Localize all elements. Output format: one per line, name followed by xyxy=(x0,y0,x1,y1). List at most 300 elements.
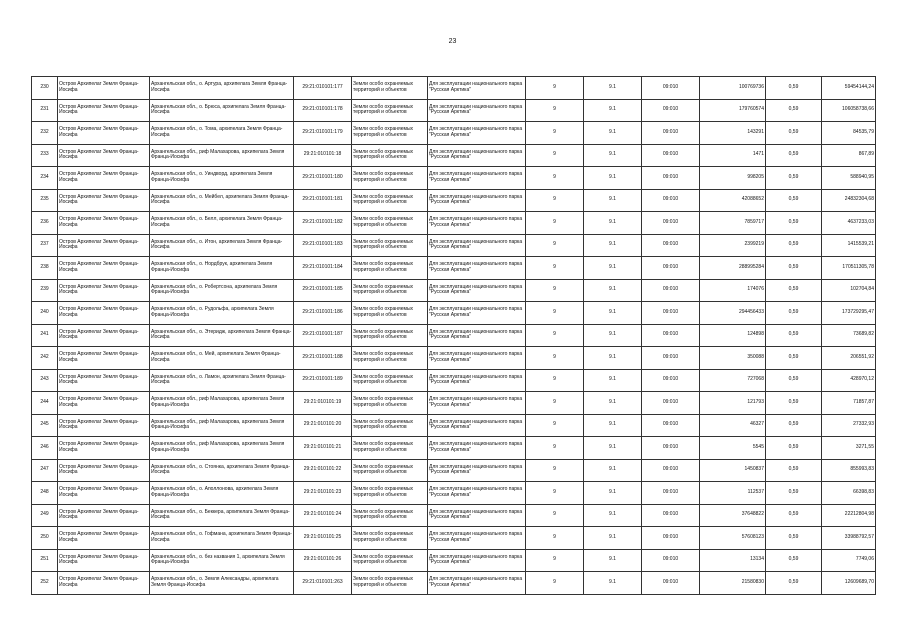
cell-c7: 9.1 xyxy=(584,77,642,100)
cell-c7: 9.1 xyxy=(584,144,642,167)
cell-category: Земли особо охраняемых территорий и объектов xyxy=(352,414,428,437)
cell-purpose: Для эксплуатации национального парка "Русская Арктика" xyxy=(428,257,526,280)
cell-c6: 9 xyxy=(526,504,584,527)
cell-c6: 9 xyxy=(526,392,584,415)
cell-address: Архангельская обл., о. Мей, архипелага Земля Франца-Иосифа xyxy=(150,347,294,370)
cell-value: 84535,79 xyxy=(822,122,876,145)
cell-c7: 9.1 xyxy=(584,212,642,235)
cell-c8: 09:010 xyxy=(642,122,700,145)
cell-num: 237 xyxy=(32,234,58,257)
cell-cadastral: 29:21:010101:182 xyxy=(294,212,352,235)
cell-region: Остров Архипелаг Земля Франца-Иосифа xyxy=(58,257,150,280)
cell-num: 240 xyxy=(32,302,58,325)
cell-num: 248 xyxy=(32,482,58,505)
cell-num: 235 xyxy=(32,189,58,212)
cell-address: Архангельская обл., о. Ламон, архипелага Земля Франца-Иосифа xyxy=(150,369,294,392)
cell-category: Земли особо охраняемых территорий и объектов xyxy=(352,257,428,280)
cell-purpose: Для эксплуатации национального парка "Русская Арктика" xyxy=(428,144,526,167)
cell-area: 121793 xyxy=(700,392,766,415)
cell-num: 250 xyxy=(32,527,58,550)
cell-purpose: Для эксплуатации национального парка "Русская Арктика" xyxy=(428,527,526,550)
cell-value: 173729295,47 xyxy=(822,302,876,325)
cell-region: Остров Архипелаг Земля Франца-Иосифа xyxy=(58,437,150,460)
cell-region: Остров Архипелаг Земля Франца-Иосифа xyxy=(58,279,150,302)
cell-address: Архангельская обл., о. Этеридж, архипелага Земля Франца-Иосифа xyxy=(150,324,294,347)
cell-c7: 9.1 xyxy=(584,392,642,415)
cell-purpose: Для эксплуатации национального парка "Русская Арктика" xyxy=(428,414,526,437)
cell-address: Архангельская обл., риф Малахарова, архипелага Земля Франца-Иосифа xyxy=(150,392,294,415)
table-row xyxy=(32,99,876,122)
cell-purpose: Для эксплуатации национального парка "Русская Арктика" xyxy=(428,369,526,392)
cell-region: Остров Архипелаг Земля Франца-Иосифа xyxy=(58,482,150,505)
cell-area: 1471 xyxy=(700,144,766,167)
cell-region: Остров Архипелаг Земля Франца-Иосифа xyxy=(58,77,150,100)
cell-value: 867,89 xyxy=(822,144,876,167)
cell-c7: 9.1 xyxy=(584,324,642,347)
cell-purpose: Для эксплуатации национального парка "Русская Арктика" xyxy=(428,302,526,325)
cell-address: Архангельская обл., риф Малахарова, архипелага Земля Франца-Иосифа xyxy=(150,437,294,460)
cell-rate: 0,59 xyxy=(766,167,822,190)
cell-purpose: Для эксплуатации национального парка "Русская Арктика" xyxy=(428,234,526,257)
cell-cadastral: 29:21:010101:22 xyxy=(294,459,352,482)
table-row xyxy=(32,234,876,257)
cell-area: 13134 xyxy=(700,549,766,572)
cell-c7: 9.1 xyxy=(584,234,642,257)
cell-area: 46327 xyxy=(700,414,766,437)
cell-address: Архангельская обл., риф Малахарова, архипелага Земля Франца-Иосифа xyxy=(150,144,294,167)
cell-c6: 9 xyxy=(526,302,584,325)
cell-region: Остров Архипелаг Земля Франца-Иосифа xyxy=(58,504,150,527)
cell-area: 37648822 xyxy=(700,504,766,527)
cell-area: 57608123 xyxy=(700,527,766,550)
cell-c6: 9 xyxy=(526,99,584,122)
cell-area: 2399219 xyxy=(700,234,766,257)
cell-value: 855993,83 xyxy=(822,459,876,482)
cell-cadastral: 29:21:010101:181 xyxy=(294,189,352,212)
cell-value: 4637233,03 xyxy=(822,212,876,235)
cell-area: 727068 xyxy=(700,369,766,392)
cell-value: 66398,83 xyxy=(822,482,876,505)
cell-c7: 9.1 xyxy=(584,279,642,302)
cell-num: 245 xyxy=(32,414,58,437)
cell-category: Земли особо охраняемых территорий и объектов xyxy=(352,234,428,257)
cell-category: Земли особо охраняемых территорий и объектов xyxy=(352,549,428,572)
cell-value: 3271,55 xyxy=(822,437,876,460)
cell-c8: 09:010 xyxy=(642,212,700,235)
cell-area: 174076 xyxy=(700,279,766,302)
cell-num: 230 xyxy=(32,77,58,100)
cell-area: 7859717 xyxy=(700,212,766,235)
cell-c6: 9 xyxy=(526,189,584,212)
cell-region: Остров Архипелаг Земля Франца-Иосифа xyxy=(58,302,150,325)
cell-c7: 9.1 xyxy=(584,549,642,572)
cell-purpose: Для эксплуатации национального парка "Русская Арктика" xyxy=(428,459,526,482)
cell-value: 27332,93 xyxy=(822,414,876,437)
cell-c6: 9 xyxy=(526,347,584,370)
cell-cadastral: 29:21:010101:184 xyxy=(294,257,352,280)
cell-c6: 9 xyxy=(526,122,584,145)
cell-c8: 09:010 xyxy=(642,414,700,437)
cell-value: 106058738,66 xyxy=(822,99,876,122)
cell-num: 249 xyxy=(32,504,58,527)
cell-region: Остров Архипелаг Земля Франца-Иосифа xyxy=(58,122,150,145)
cell-region: Остров Архипелаг Земля Франца-Иосифа xyxy=(58,189,150,212)
cell-c8: 09:010 xyxy=(642,189,700,212)
cell-address: Архангельская обл., о. Гофмана, архипелага Земля Франца-Иосифа xyxy=(150,527,294,550)
cell-area: 112537 xyxy=(700,482,766,505)
cell-num: 239 xyxy=(32,279,58,302)
cell-c8: 09:010 xyxy=(642,572,700,595)
cell-category: Земли особо охраняемых территорий и объектов xyxy=(352,189,428,212)
table-row xyxy=(32,437,876,460)
table-row xyxy=(32,347,876,370)
cell-address: Архангельская обл., о. Уиндворд, архипелага Земля Франца-Иосифа xyxy=(150,167,294,190)
table-row xyxy=(32,167,876,190)
cell-purpose: Для эксплуатации национального парка "Русская Арктика" xyxy=(428,279,526,302)
cell-cadastral: 29:21:010101:189 xyxy=(294,369,352,392)
cell-c8: 09:010 xyxy=(642,549,700,572)
cell-address: Архангельская обл., о. Аполлонова, архипелага Земля Франца-Иосифа xyxy=(150,482,294,505)
cell-num: 243 xyxy=(32,369,58,392)
cell-region: Остров Архипелаг Земля Франца-Иосифа xyxy=(58,459,150,482)
cell-num: 251 xyxy=(32,549,58,572)
cell-cadastral: 29:21:010101:25 xyxy=(294,527,352,550)
cell-c8: 09:010 xyxy=(642,257,700,280)
cell-area: 998205 xyxy=(700,167,766,190)
cell-region: Остров Архипелаг Земля Франца-Иосифа xyxy=(58,347,150,370)
cell-address: Архангельская обл., о. Стоянка, архипелага Земля Франца-Иосифа xyxy=(150,459,294,482)
cell-c6: 9 xyxy=(526,414,584,437)
cell-area: 100769736 xyxy=(700,77,766,100)
cell-region: Остров Архипелаг Земля Франца-Иосифа xyxy=(58,527,150,550)
cell-rate: 0,59 xyxy=(766,437,822,460)
cell-rate: 0,59 xyxy=(766,144,822,167)
cell-purpose: Для эксплуатации национального парка "Русская Арктика" xyxy=(428,572,526,595)
cell-region: Остров Архипелаг Земля Франца-Иосифа xyxy=(58,392,150,415)
cell-rate: 0,59 xyxy=(766,369,822,392)
cell-c7: 9.1 xyxy=(584,347,642,370)
table-row xyxy=(32,144,876,167)
cell-c8: 09:010 xyxy=(642,302,700,325)
cell-area: 5545 xyxy=(700,437,766,460)
cell-c6: 9 xyxy=(526,212,584,235)
cell-rate: 0,59 xyxy=(766,302,822,325)
cell-c8: 09:010 xyxy=(642,459,700,482)
cell-address: Архангельская обл., о. Робертсона, архипелага Земля Франца-Иосифа xyxy=(150,279,294,302)
cell-region: Остров Архипелаг Земля Франца-Иосифа xyxy=(58,99,150,122)
cell-c6: 9 xyxy=(526,77,584,100)
cell-address: Архангельская обл., риф Малахарова, архипелага Земля Франца-Иосифа xyxy=(150,414,294,437)
cell-purpose: Для эксплуатации национального парка "Русская Арктика" xyxy=(428,549,526,572)
cell-num: 241 xyxy=(32,324,58,347)
cell-address: Архангельская обл., о. Артура, архипелага Земля Франца-Иосифа xyxy=(150,77,294,100)
cell-num: 244 xyxy=(32,392,58,415)
table-row xyxy=(32,77,876,100)
cell-value: 588940,95 xyxy=(822,167,876,190)
table-row xyxy=(32,549,876,572)
cell-value: 102704,84 xyxy=(822,279,876,302)
cell-value: 206551,92 xyxy=(822,347,876,370)
cell-value: 170511305,78 xyxy=(822,257,876,280)
cell-c7: 9.1 xyxy=(584,189,642,212)
page-number: 23 xyxy=(448,38,457,45)
cell-category: Земли особо охраняемых территорий и объектов xyxy=(352,99,428,122)
cell-purpose: Для эксплуатации национального парка "Русская Арктика" xyxy=(428,167,526,190)
table-row xyxy=(32,257,876,280)
cell-area: 124898 xyxy=(700,324,766,347)
cell-cadastral: 29:21:010101:180 xyxy=(294,167,352,190)
table-row xyxy=(32,527,876,550)
cell-c8: 09:010 xyxy=(642,482,700,505)
cell-c7: 9.1 xyxy=(584,369,642,392)
cell-value: 22212804,98 xyxy=(822,504,876,527)
cell-c6: 9 xyxy=(526,144,584,167)
cell-region: Остров Архипелаг Земля Франца-Иосифа xyxy=(58,572,150,595)
cell-num: 232 xyxy=(32,122,58,145)
cell-cadastral: 29:21:010101:186 xyxy=(294,302,352,325)
cell-rate: 0,59 xyxy=(766,324,822,347)
cell-category: Земли особо охраняемых территорий и объектов xyxy=(352,122,428,145)
cell-rate: 0,59 xyxy=(766,527,822,550)
cell-category: Земли особо охраняемых территорий и объектов xyxy=(352,572,428,595)
cell-address: Архангельская обл., о. Брюса, архипелага Земля Франца-Иосифа xyxy=(150,99,294,122)
cell-c6: 9 xyxy=(526,324,584,347)
cell-region: Остров Архипелаг Земля Франца-Иосифа xyxy=(58,167,150,190)
cell-c7: 9.1 xyxy=(584,122,642,145)
cell-category: Земли особо охраняемых территорий и объектов xyxy=(352,212,428,235)
cell-rate: 0,59 xyxy=(766,257,822,280)
cell-num: 231 xyxy=(32,99,58,122)
cell-category: Земли особо охраняемых территорий и объектов xyxy=(352,527,428,550)
cell-region: Остров Архипелаг Земля Франца-Иосифа xyxy=(58,212,150,235)
cell-rate: 0,59 xyxy=(766,572,822,595)
cell-value: 33988792,57 xyxy=(822,527,876,550)
table-row xyxy=(32,279,876,302)
cell-rate: 0,59 xyxy=(766,212,822,235)
cell-cadastral: 29:21:010101:19 xyxy=(294,392,352,415)
cell-c8: 09:010 xyxy=(642,144,700,167)
cell-purpose: Для эксплуатации национального парка "Русская Арктика" xyxy=(428,324,526,347)
cell-purpose: Для эксплуатации национального парка "Русская Арктика" xyxy=(428,122,526,145)
cell-address: Архангельская обл., о. Нордбрук, архипелага Земля Франца-Иосифа xyxy=(150,257,294,280)
cell-region: Остров Архипелаг Земля Франца-Иосифа xyxy=(58,549,150,572)
cell-region: Остров Архипелаг Земля Франца-Иосифа xyxy=(58,414,150,437)
cell-cadastral: 29:21:010101:187 xyxy=(294,324,352,347)
cell-purpose: Для эксплуатации национального парка "Русская Арктика" xyxy=(428,212,526,235)
cell-num: 247 xyxy=(32,459,58,482)
cell-c7: 9.1 xyxy=(584,504,642,527)
cell-category: Земли особо охраняемых территорий и объектов xyxy=(352,167,428,190)
cell-c8: 09:010 xyxy=(642,234,700,257)
cell-rate: 0,59 xyxy=(766,414,822,437)
cell-c8: 09:010 xyxy=(642,279,700,302)
cell-purpose: Для эксплуатации национального парка "Русская Арктика" xyxy=(428,347,526,370)
cell-address: Архангельская обл., о. Тома, архипелага Земля Франца-Иосифа xyxy=(150,122,294,145)
cell-value: 1415539,21 xyxy=(822,234,876,257)
cell-category: Земли особо охраняемых территорий и объектов xyxy=(352,347,428,370)
cell-c6: 9 xyxy=(526,167,584,190)
cell-rate: 0,59 xyxy=(766,189,822,212)
cell-c6: 9 xyxy=(526,257,584,280)
cell-cadastral: 29:21:010101:183 xyxy=(294,234,352,257)
cell-c8: 09:010 xyxy=(642,167,700,190)
cell-cadastral: 29:21:010101:263 xyxy=(294,572,352,595)
cell-c7: 9.1 xyxy=(584,99,642,122)
table-row xyxy=(32,122,876,145)
cell-purpose: Для эксплуатации национального парка "Русская Арктика" xyxy=(428,482,526,505)
table-row xyxy=(32,324,876,347)
cell-cadastral: 29:21:010101:185 xyxy=(294,279,352,302)
cell-rate: 0,59 xyxy=(766,392,822,415)
cell-region: Остров Архипелаг Земля Франца-Иосифа xyxy=(58,144,150,167)
cell-c6: 9 xyxy=(526,437,584,460)
cell-area: 288995284 xyxy=(700,257,766,280)
cell-category: Земли особо охраняемых территорий и объектов xyxy=(352,504,428,527)
cell-cadastral: 29:21:010101:18 xyxy=(294,144,352,167)
table-row xyxy=(32,482,876,505)
table-row xyxy=(32,189,876,212)
cell-rate: 0,59 xyxy=(766,99,822,122)
cell-region: Остров Архипелаг Земля Франца-Иосифа xyxy=(58,369,150,392)
cell-region: Остров Архипелаг Земля Франца-Иосифа xyxy=(58,324,150,347)
cell-cadastral: 29:21:010101:188 xyxy=(294,347,352,370)
cell-category: Земли особо охраняемых территорий и объектов xyxy=(352,437,428,460)
cell-c8: 09:010 xyxy=(642,504,700,527)
cell-purpose: Для эксплуатации национального парка "Русская Арктика" xyxy=(428,189,526,212)
cell-rate: 0,59 xyxy=(766,77,822,100)
cell-value: 428970,12 xyxy=(822,369,876,392)
cell-address: Архангельская обл., о. Беккера, архипелага Земля Франца-Иосифа xyxy=(150,504,294,527)
cell-num: 233 xyxy=(32,144,58,167)
cell-num: 236 xyxy=(32,212,58,235)
cell-value: 73689,82 xyxy=(822,324,876,347)
cell-category: Земли особо охраняемых территорий и объектов xyxy=(352,459,428,482)
cell-address: Архангельская обл., о. Белл, архипелага Земля Франца-Иосифа xyxy=(150,212,294,235)
cell-c6: 9 xyxy=(526,482,584,505)
cell-c8: 09:010 xyxy=(642,77,700,100)
cell-num: 242 xyxy=(32,347,58,370)
cell-address: Архангельская обл., о. без названия 1, архипелага Земля Франца-Иосифа xyxy=(150,549,294,572)
cell-c6: 9 xyxy=(526,572,584,595)
cell-c8: 09:010 xyxy=(642,369,700,392)
cell-area: 179760574 xyxy=(700,99,766,122)
land-register-table xyxy=(31,76,876,595)
cell-area: 1450837 xyxy=(700,459,766,482)
cell-cadastral: 29:21:010101:179 xyxy=(294,122,352,145)
cell-region: Остров Архипелаг Земля Франца-Иосифа xyxy=(58,234,150,257)
cell-value: 12609689,70 xyxy=(822,572,876,595)
cell-num: 246 xyxy=(32,437,58,460)
cell-c7: 9.1 xyxy=(584,459,642,482)
table-row xyxy=(32,504,876,527)
cell-value: 71857,87 xyxy=(822,392,876,415)
cell-area: 21580830 xyxy=(700,572,766,595)
cell-rate: 0,59 xyxy=(766,279,822,302)
cell-c8: 09:010 xyxy=(642,437,700,460)
cell-rate: 0,59 xyxy=(766,459,822,482)
cell-cadastral: 29:21:010101:21 xyxy=(294,437,352,460)
cell-area: 42088652 xyxy=(700,189,766,212)
cell-address: Архангельская обл., о. Итон, архипелага Земля Франца-Иосифа xyxy=(150,234,294,257)
cell-value: 7749,06 xyxy=(822,549,876,572)
cell-cadastral: 29:21:010101:177 xyxy=(294,77,352,100)
cell-category: Земли особо охраняемых территорий и объектов xyxy=(352,77,428,100)
cell-num: 238 xyxy=(32,257,58,280)
cell-area: 143291 xyxy=(700,122,766,145)
table-row xyxy=(32,459,876,482)
cell-c6: 9 xyxy=(526,459,584,482)
cell-purpose: Для эксплуатации национального парка "Русская Арктика" xyxy=(428,392,526,415)
cell-c7: 9.1 xyxy=(584,167,642,190)
cell-cadastral: 29:21:010101:20 xyxy=(294,414,352,437)
cell-c8: 09:010 xyxy=(642,392,700,415)
cell-address: Архангельская обл., о. Мейбел, архипелага Земля Франца-Иосифа xyxy=(150,189,294,212)
cell-c6: 9 xyxy=(526,549,584,572)
table-row xyxy=(32,414,876,437)
cell-purpose: Для эксплуатации национального парка "Русская Арктика" xyxy=(428,99,526,122)
cell-c8: 09:010 xyxy=(642,527,700,550)
cell-area: 350088 xyxy=(700,347,766,370)
cell-rate: 0,59 xyxy=(766,482,822,505)
cell-c8: 09:010 xyxy=(642,99,700,122)
cell-category: Земли особо охраняемых территорий и объектов xyxy=(352,144,428,167)
cell-c7: 9.1 xyxy=(584,527,642,550)
cell-num: 234 xyxy=(32,167,58,190)
cell-value: 59454144,24 xyxy=(822,77,876,100)
cell-category: Земли особо охраняемых территорий и объектов xyxy=(352,392,428,415)
table-row xyxy=(32,392,876,415)
cell-c6: 9 xyxy=(526,369,584,392)
cell-category: Земли особо охраняемых территорий и объектов xyxy=(352,302,428,325)
cell-purpose: Для эксплуатации национального парка "Русская Арктика" xyxy=(428,437,526,460)
cell-c7: 9.1 xyxy=(584,437,642,460)
cell-rate: 0,59 xyxy=(766,504,822,527)
cell-value: 24832304,68 xyxy=(822,189,876,212)
cell-purpose: Для эксплуатации национального парка "Русская Арктика" xyxy=(428,504,526,527)
cell-rate: 0,59 xyxy=(766,549,822,572)
cell-c8: 09:010 xyxy=(642,347,700,370)
cell-c7: 9.1 xyxy=(584,302,642,325)
cell-c7: 9.1 xyxy=(584,257,642,280)
cell-c7: 9.1 xyxy=(584,482,642,505)
cell-rate: 0,59 xyxy=(766,347,822,370)
cell-c7: 9.1 xyxy=(584,572,642,595)
cell-cadastral: 29:21:010101:178 xyxy=(294,99,352,122)
cell-c7: 9.1 xyxy=(584,414,642,437)
table-row xyxy=(32,369,876,392)
table-row xyxy=(32,572,876,595)
cell-address: Архангельская обл., о. Рудольфа, архипелага Земля Франца-Иосифа xyxy=(150,302,294,325)
cell-address: Архангельская обл., о. Земля Александры, архипелага Земля Франца-Иосифа xyxy=(150,572,294,595)
cell-cadastral: 29:21:010101:24 xyxy=(294,504,352,527)
cell-cadastral: 29:21:010101:23 xyxy=(294,482,352,505)
cell-c8: 09:010 xyxy=(642,324,700,347)
cell-c6: 9 xyxy=(526,234,584,257)
cell-num: 252 xyxy=(32,572,58,595)
table-row xyxy=(32,302,876,325)
cell-purpose: Для эксплуатации национального парка "Русская Арктика" xyxy=(428,77,526,100)
table-row xyxy=(32,212,876,235)
cell-category: Земли особо охраняемых территорий и объектов xyxy=(352,482,428,505)
cell-cadastral: 29:21:010101:26 xyxy=(294,549,352,572)
cell-area: 294456433 xyxy=(700,302,766,325)
cell-rate: 0,59 xyxy=(766,234,822,257)
cell-category: Земли особо охраняемых территорий и объектов xyxy=(352,324,428,347)
cell-c6: 9 xyxy=(526,279,584,302)
cell-c6: 9 xyxy=(526,527,584,550)
cell-category: Земли особо охраняемых территорий и объектов xyxy=(352,369,428,392)
cell-rate: 0,59 xyxy=(766,122,822,145)
